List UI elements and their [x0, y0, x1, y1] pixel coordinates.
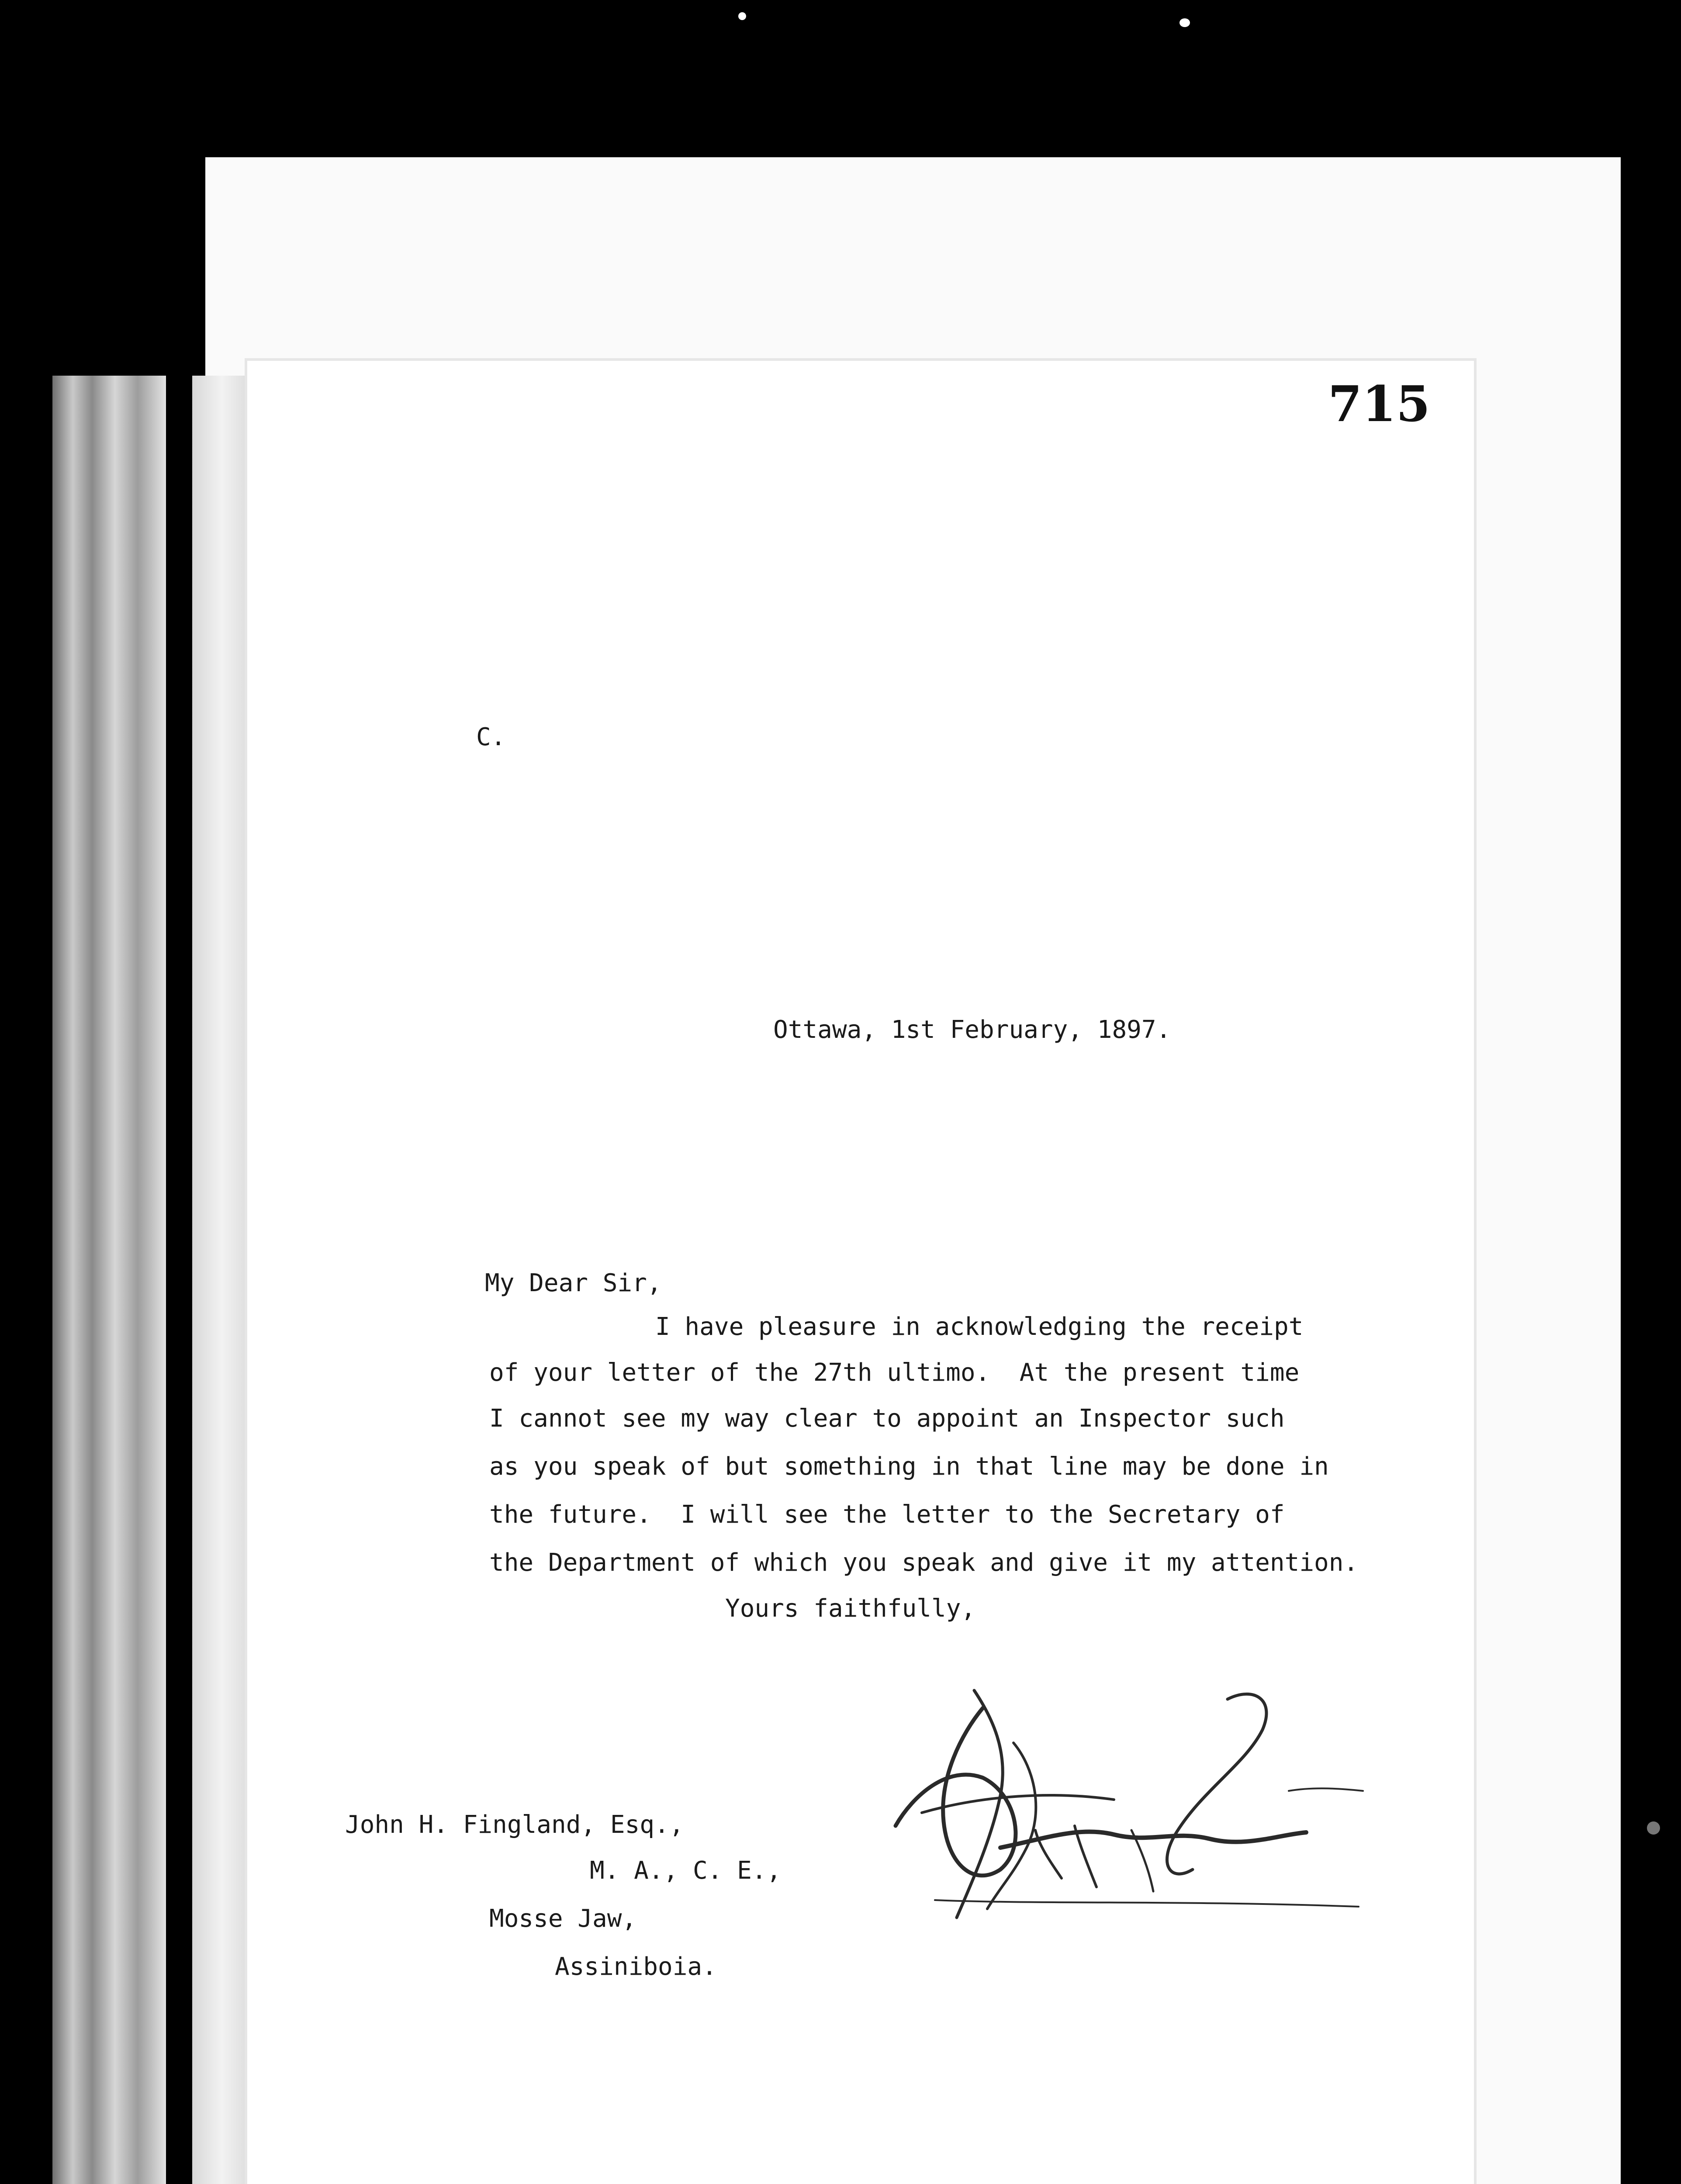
- dust-speck: [1179, 18, 1190, 27]
- closing: Yours faithfully,: [725, 1594, 976, 1623]
- body-line: I cannot see my way clear to appoint an Inspector such: [489, 1404, 1285, 1433]
- signature: [869, 1682, 1385, 1926]
- body-line: the Department of which you speak and give it my attention.: [489, 1548, 1359, 1577]
- body-line: as you speak of but something in that line may be done in: [489, 1452, 1329, 1481]
- dust-speck: [738, 12, 746, 20]
- addressee-name: John H. Fingland, Esq.,: [345, 1811, 684, 1839]
- binding-edge: [52, 376, 166, 2184]
- salutation: My Dear Sir,: [485, 1269, 662, 1297]
- dust-speck: [1647, 1821, 1660, 1835]
- addressee-region: Assiniboia.: [555, 1952, 717, 1981]
- body-line: of your letter of the 27th ultimo. At the present time: [489, 1358, 1300, 1387]
- dateline: Ottawa, 1st February, 1897.: [773, 1016, 1171, 1044]
- body-line: the future. I will see the letter to the Secretary of: [489, 1500, 1285, 1529]
- file-mark: C.: [476, 723, 506, 751]
- addressee-titles: M. A., C. E.,: [590, 1856, 782, 1885]
- body-line: I have pleasure in acknowledging the receipt: [655, 1313, 1304, 1341]
- addressee-city: Mosse Jaw,: [489, 1904, 637, 1933]
- page-number: 715: [1328, 376, 1430, 433]
